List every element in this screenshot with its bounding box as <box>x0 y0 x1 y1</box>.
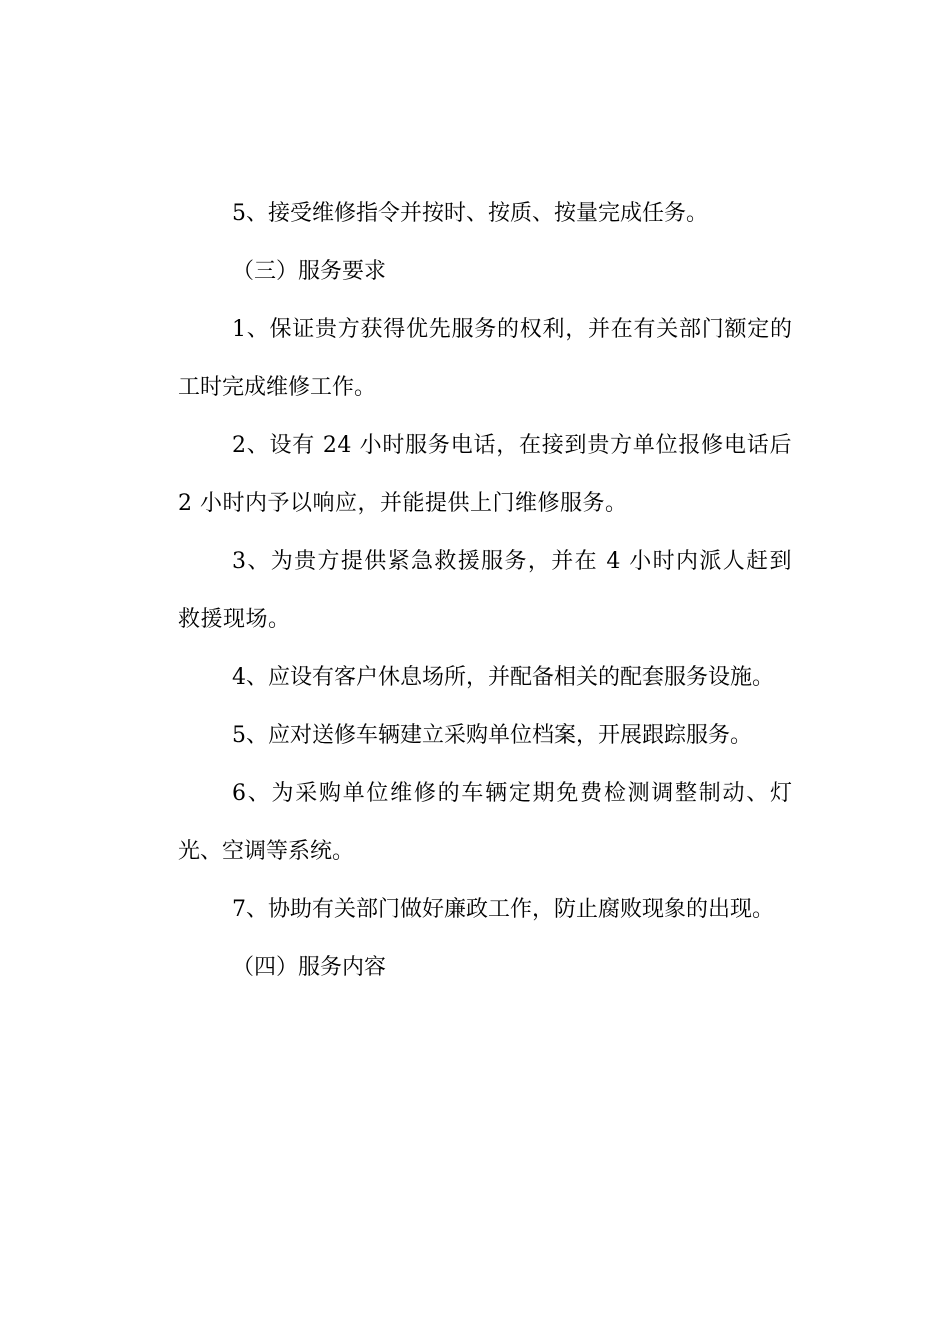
section-heading-service-content: （四）服务内容 <box>232 955 387 980</box>
document-body <box>178 185 792 997</box>
paragraph-item-5-vehicle-records: 5、应对送修车辆建立采购单位档案，开展跟踪服务。 <box>232 723 752 748</box>
paragraph-item-2-hotline: 2、设有 24 小时服务电话，在接到贵方单位报修电话后 2 小时内予以响应，并能提供上门维修服务。 <box>178 433 792 516</box>
paragraph-item-4-rest-area: 4、应设有客户休息场所，并配备相关的配套服务设施。 <box>232 665 774 690</box>
paragraph-item-7-integrity: 7、协助有关部门做好廉政工作，防止腐败现象的出现。 <box>232 897 774 922</box>
paragraph-item-5-accept-orders: 5、接受维修指令并按时、按质、按量完成任务。 <box>232 201 708 226</box>
paragraph-item-6-free-inspection: 6、为采购单位维修的车辆定期免费检测调整制动、灯光、空调等系统。 <box>178 781 792 864</box>
section-heading-service-requirements: （三）服务要求 <box>232 259 387 284</box>
paragraph-item-1-priority-service: 1、保证贵方获得优先服务的权利，并在有关部门额定的工时完成维修工作。 <box>178 317 792 400</box>
paragraph-item-3-emergency-rescue: 3、为贵方提供紧急救援服务，并在 4 小时内派人赶到救援现场。 <box>178 549 792 632</box>
